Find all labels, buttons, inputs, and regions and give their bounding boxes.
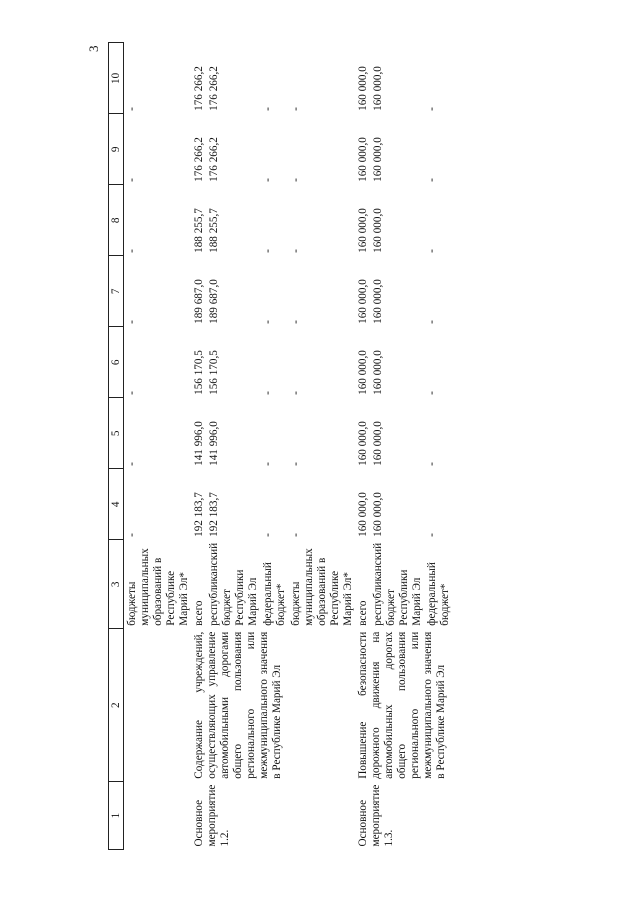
amount-cell: 160 000,0 — [357, 492, 369, 537]
amount-cell: 160 000,0 — [372, 492, 384, 537]
amount-cell: - — [262, 107, 274, 111]
amount-cell: - — [290, 320, 302, 324]
amount-cell: 160 000,0 — [357, 137, 369, 182]
amount-cell: - — [290, 533, 302, 537]
amount-cell: 141 996,0 — [208, 421, 220, 466]
amount-cell: 188 255,7 — [193, 208, 205, 253]
funding-source: бюджеты муниципальных образований в Республике Марий Эл* — [290, 548, 354, 626]
amount-cell: 160 000,0 — [357, 421, 369, 466]
column-number-6: 6 — [109, 327, 124, 398]
amount-cell: - — [126, 320, 138, 324]
column-number-7: 7 — [109, 256, 124, 327]
amount-cell: - — [290, 391, 302, 395]
amount-cell: 160 000,0 — [372, 208, 384, 253]
column-number-4: 4 — [109, 469, 124, 540]
table-row — [124, 43, 192, 850]
amount-cell: 192 183,7 — [193, 492, 205, 537]
table-body — [124, 43, 453, 850]
amount-cell: 188 255,7 — [208, 208, 220, 253]
funding-source: бюджеты муниципальных образований в Республике Марий Эл* — [126, 548, 190, 626]
table-row — [355, 43, 370, 850]
amount-cell: - — [126, 249, 138, 253]
amount-cell: - — [262, 462, 274, 466]
amount-cell: 160 000,0 — [357, 279, 369, 324]
measure-title: Повышение безопасности дорожного движения на автомобильных дорогах общего пользования регионального или межмуниципального значения в Республике Марий Эл — [357, 631, 447, 779]
amount-cell: - — [126, 107, 138, 111]
amount-cell: - — [290, 462, 302, 466]
funding-source: федеральный бюджет* — [426, 562, 451, 626]
amount-cell: - — [426, 249, 438, 253]
funding-source: федеральный бюджет* — [262, 562, 287, 626]
column-number-1: 1 — [109, 782, 124, 850]
funding-source: республиканский бюджет Республики Марий Эл — [208, 542, 259, 626]
amount-cell: - — [426, 391, 438, 395]
amount-cell: 160 000,0 — [372, 279, 384, 324]
column-number-5: 5 — [109, 398, 124, 469]
amount-cell: - — [426, 462, 438, 466]
amount-cell: 176 266,2 — [193, 137, 205, 182]
amount-cell: - — [290, 249, 302, 253]
amount-cell: - — [262, 320, 274, 324]
column-number-10: 10 — [109, 43, 124, 114]
amount-cell: 189 687,0 — [208, 279, 220, 324]
amount-cell: - — [426, 320, 438, 324]
column-number-3: 3 — [109, 540, 124, 629]
amount-cell: 160 000,0 — [372, 66, 384, 111]
amount-cell: 141 996,0 — [193, 421, 205, 466]
funding-source: всего — [357, 600, 369, 626]
amount-cell: - — [426, 533, 438, 537]
table-row — [191, 43, 206, 850]
amount-cell: - — [262, 178, 274, 182]
column-number-header — [109, 43, 124, 850]
amount-cell: 160 000,0 — [357, 208, 369, 253]
funding-source: республиканский бюджет Республики Марий Эл — [372, 542, 423, 626]
measure-title: Содержание учреждений, осуществляющих управление автомобильными дорогами общего пользования регионального или межмуниципального значения в Республике Марий Эл — [193, 631, 283, 779]
amount-cell: - — [426, 178, 438, 182]
funding-table — [108, 42, 452, 850]
amount-cell: 189 687,0 — [193, 279, 205, 324]
page-number: 3 — [86, 45, 101, 52]
amount-cell: - — [126, 462, 138, 466]
column-number-8: 8 — [109, 185, 124, 256]
amount-cell: 160 000,0 — [357, 66, 369, 111]
amount-cell: - — [126, 533, 138, 537]
amount-cell: - — [126, 391, 138, 395]
amount-cell: 156 170,5 — [193, 350, 205, 395]
amount-cell: - — [426, 107, 438, 111]
amount-cell: 160 000,0 — [372, 137, 384, 182]
amount-cell: 192 183,7 — [208, 492, 220, 537]
amount-cell: 156 170,5 — [208, 350, 220, 395]
amount-cell: - — [262, 533, 274, 537]
amount-cell: 160 000,0 — [372, 350, 384, 395]
amount-cell: 176 266,2 — [208, 66, 220, 111]
amount-cell: 176 266,2 — [193, 66, 205, 111]
amount-cell: 160 000,0 — [357, 350, 369, 395]
measure-label: Основное мероприятие 1.3. — [357, 784, 395, 847]
amount-cell: - — [290, 178, 302, 182]
amount-cell: 160 000,0 — [372, 421, 384, 466]
amount-cell: - — [290, 107, 302, 111]
amount-cell: - — [262, 249, 274, 253]
column-number-2: 2 — [109, 629, 124, 782]
amount-cell: - — [126, 178, 138, 182]
amount-cell: 176 266,2 — [208, 137, 220, 182]
funding-source: всего — [193, 600, 205, 626]
amount-cell: - — [262, 391, 274, 395]
measure-label: Основное мероприятие 1.2. — [193, 784, 231, 847]
column-number-9: 9 — [109, 114, 124, 185]
